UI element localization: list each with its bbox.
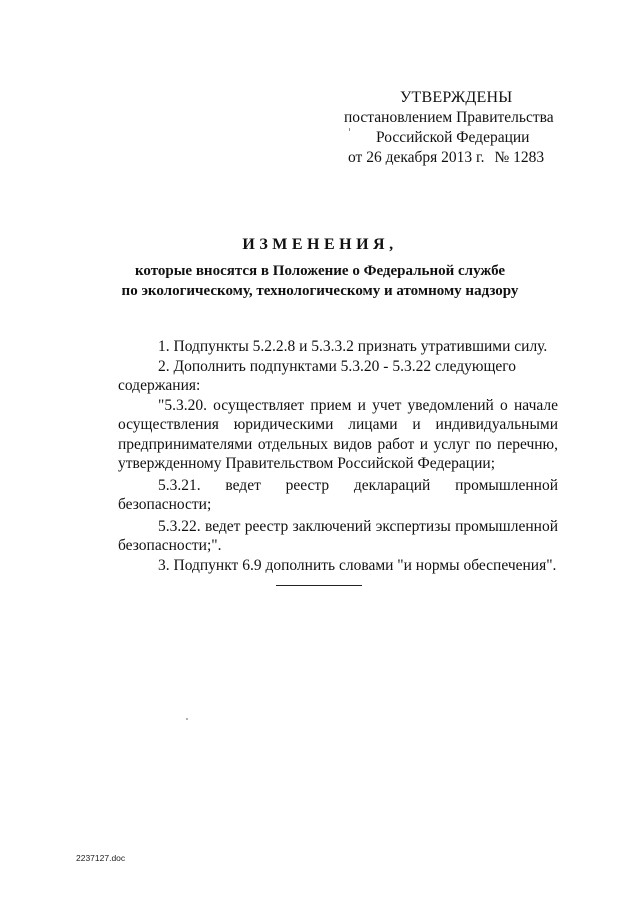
- scan-mark: [349, 128, 350, 131]
- approval-date: от 26 декабря 2013 г.: [348, 149, 485, 166]
- document-subtitle: [0, 261, 640, 301]
- paragraph-item-3: 3. Подпункт 6.9 дополнить словами "и нормы обеспечения".: [158, 556, 557, 574]
- approval-line-resolution: постановлением Правительства: [344, 109, 554, 126]
- scan-dot: [186, 718, 188, 720]
- approval-block: [300, 88, 600, 168]
- paragraph-subitem-5-3-20: "5.3.20. осуществляет прием и учет уведомлений о начале осуществления юридическими лицами и индивидуальными предпринимателями отдельных видов работ и услуг по перечню, утвержденному Правительством Российской Федерации;: [118, 396, 558, 472]
- paragraph-subitem-5-3-21: 5.3.21. ведет реестр деклараций промышленной безопасности;: [118, 476, 558, 513]
- end-separator-line: [276, 585, 362, 586]
- approval-line-date: [300, 148, 600, 168]
- footer-filename: 2237127.doc: [76, 853, 126, 863]
- document-body: [118, 337, 558, 575]
- approval-number: № 1283: [494, 149, 545, 166]
- document-title: ИЗМЕНЕНИЯ,: [242, 236, 398, 253]
- subtitle-line-1: которые вносятся в Положение о Федеральной службе: [134, 263, 506, 279]
- subtitle-line-2: по экологическому, технологическому и атомному надзору: [121, 283, 519, 299]
- approval-heading: УТВЕРЖДЕНЫ: [400, 89, 513, 106]
- approval-line-federation: Российской Федерации: [376, 129, 530, 146]
- paragraph-item-1: 1. Подпункты 5.2.2.8 и 5.3.3.2 признать утратившими силу.: [158, 338, 548, 355]
- paragraph-item-2: 2. Дополнить подпунктами 5.3.20 - 5.3.22 следующего содержания:: [118, 357, 517, 394]
- paragraph-subitem-5-3-22: 5.3.22. ведет реестр заключений экспертизы промышленной безопасности;".: [118, 517, 558, 554]
